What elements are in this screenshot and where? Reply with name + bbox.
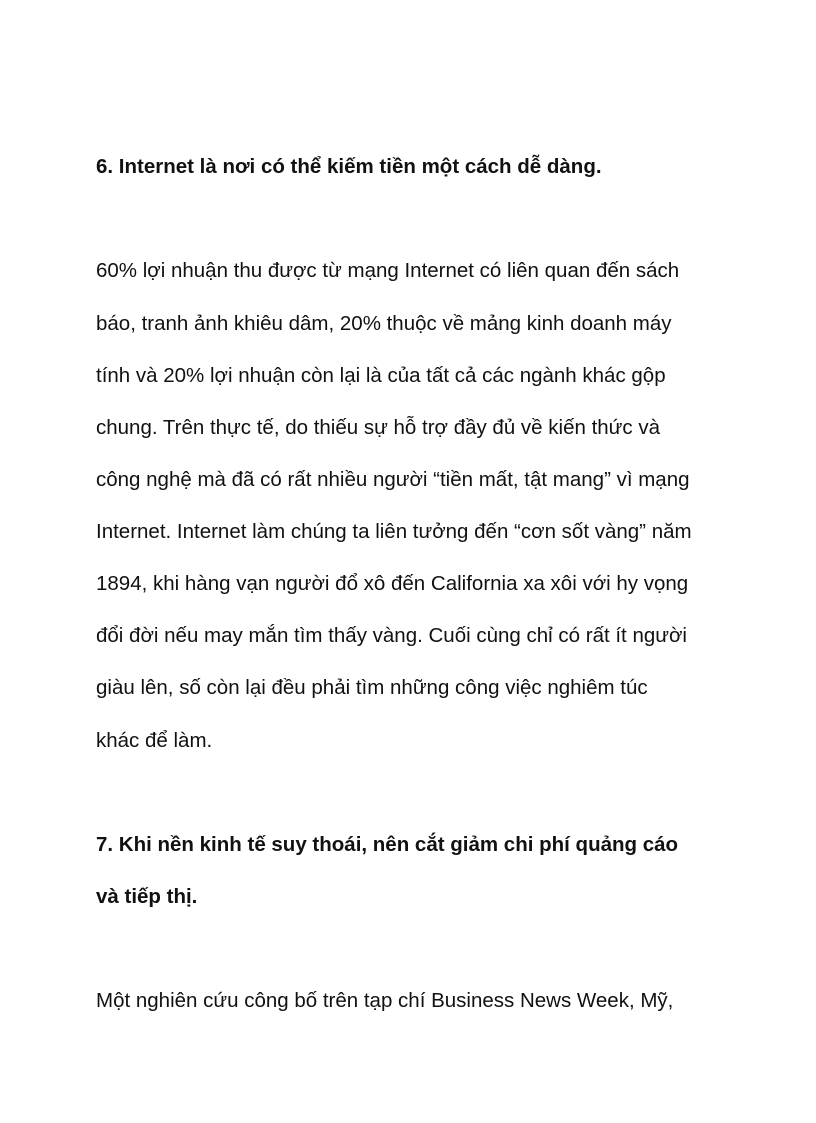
section-6-line-9: giàu lên, số còn lại đều phải tìm những công việc nghiêm túc — [96, 676, 648, 699]
section-6-line-7: 1894, khi hàng vạn người đổ xô đến California xa xôi với hy vọng — [96, 572, 689, 595]
section-6-line-4: chung. Trên thực tế, do thiếu sự hỗ trợ đầy đủ về kiến thức và — [96, 416, 661, 439]
section-6-line-10: khác để làm. — [96, 729, 213, 752]
section-6-line-2: báo, tranh ảnh khiêu dâm, 20% thuộc về mảng kinh doanh máy — [96, 312, 672, 335]
section-6-line-8: đổi đời nếu may mắn tìm thấy vàng. Cuối cùng chỉ có rất ít người — [96, 624, 687, 647]
section-6-line-3: tính và 20% lợi nhuận còn lại là của tất cả các ngành khác gộp — [96, 364, 666, 387]
section-7-line-1: Một nghiên cứu công bố trên tạp chí Business News Week, Mỹ, — [96, 989, 674, 1012]
section-6-heading: 6. Internet là nơi có thể kiếm tiền một cách dễ dàng. — [96, 155, 602, 178]
section-6-line-6: Internet. Internet làm chúng ta liên tưởng đến “cơn sốt vàng” năm — [96, 520, 692, 543]
section-6-line-1: 60% lợi nhuận thu được từ mạng Internet có liên quan đến sách — [96, 259, 680, 282]
section-6-line-5: công nghệ mà đã có rất nhiều người “tiền mất, tật mang” vì mạng — [96, 468, 690, 491]
section-7-heading-line-2: và tiếp thị. — [96, 885, 198, 908]
section-7-heading-line-1: 7. Khi nền kinh tế suy thoái, nên cắt giảm chi phí quảng cáo — [96, 833, 679, 856]
